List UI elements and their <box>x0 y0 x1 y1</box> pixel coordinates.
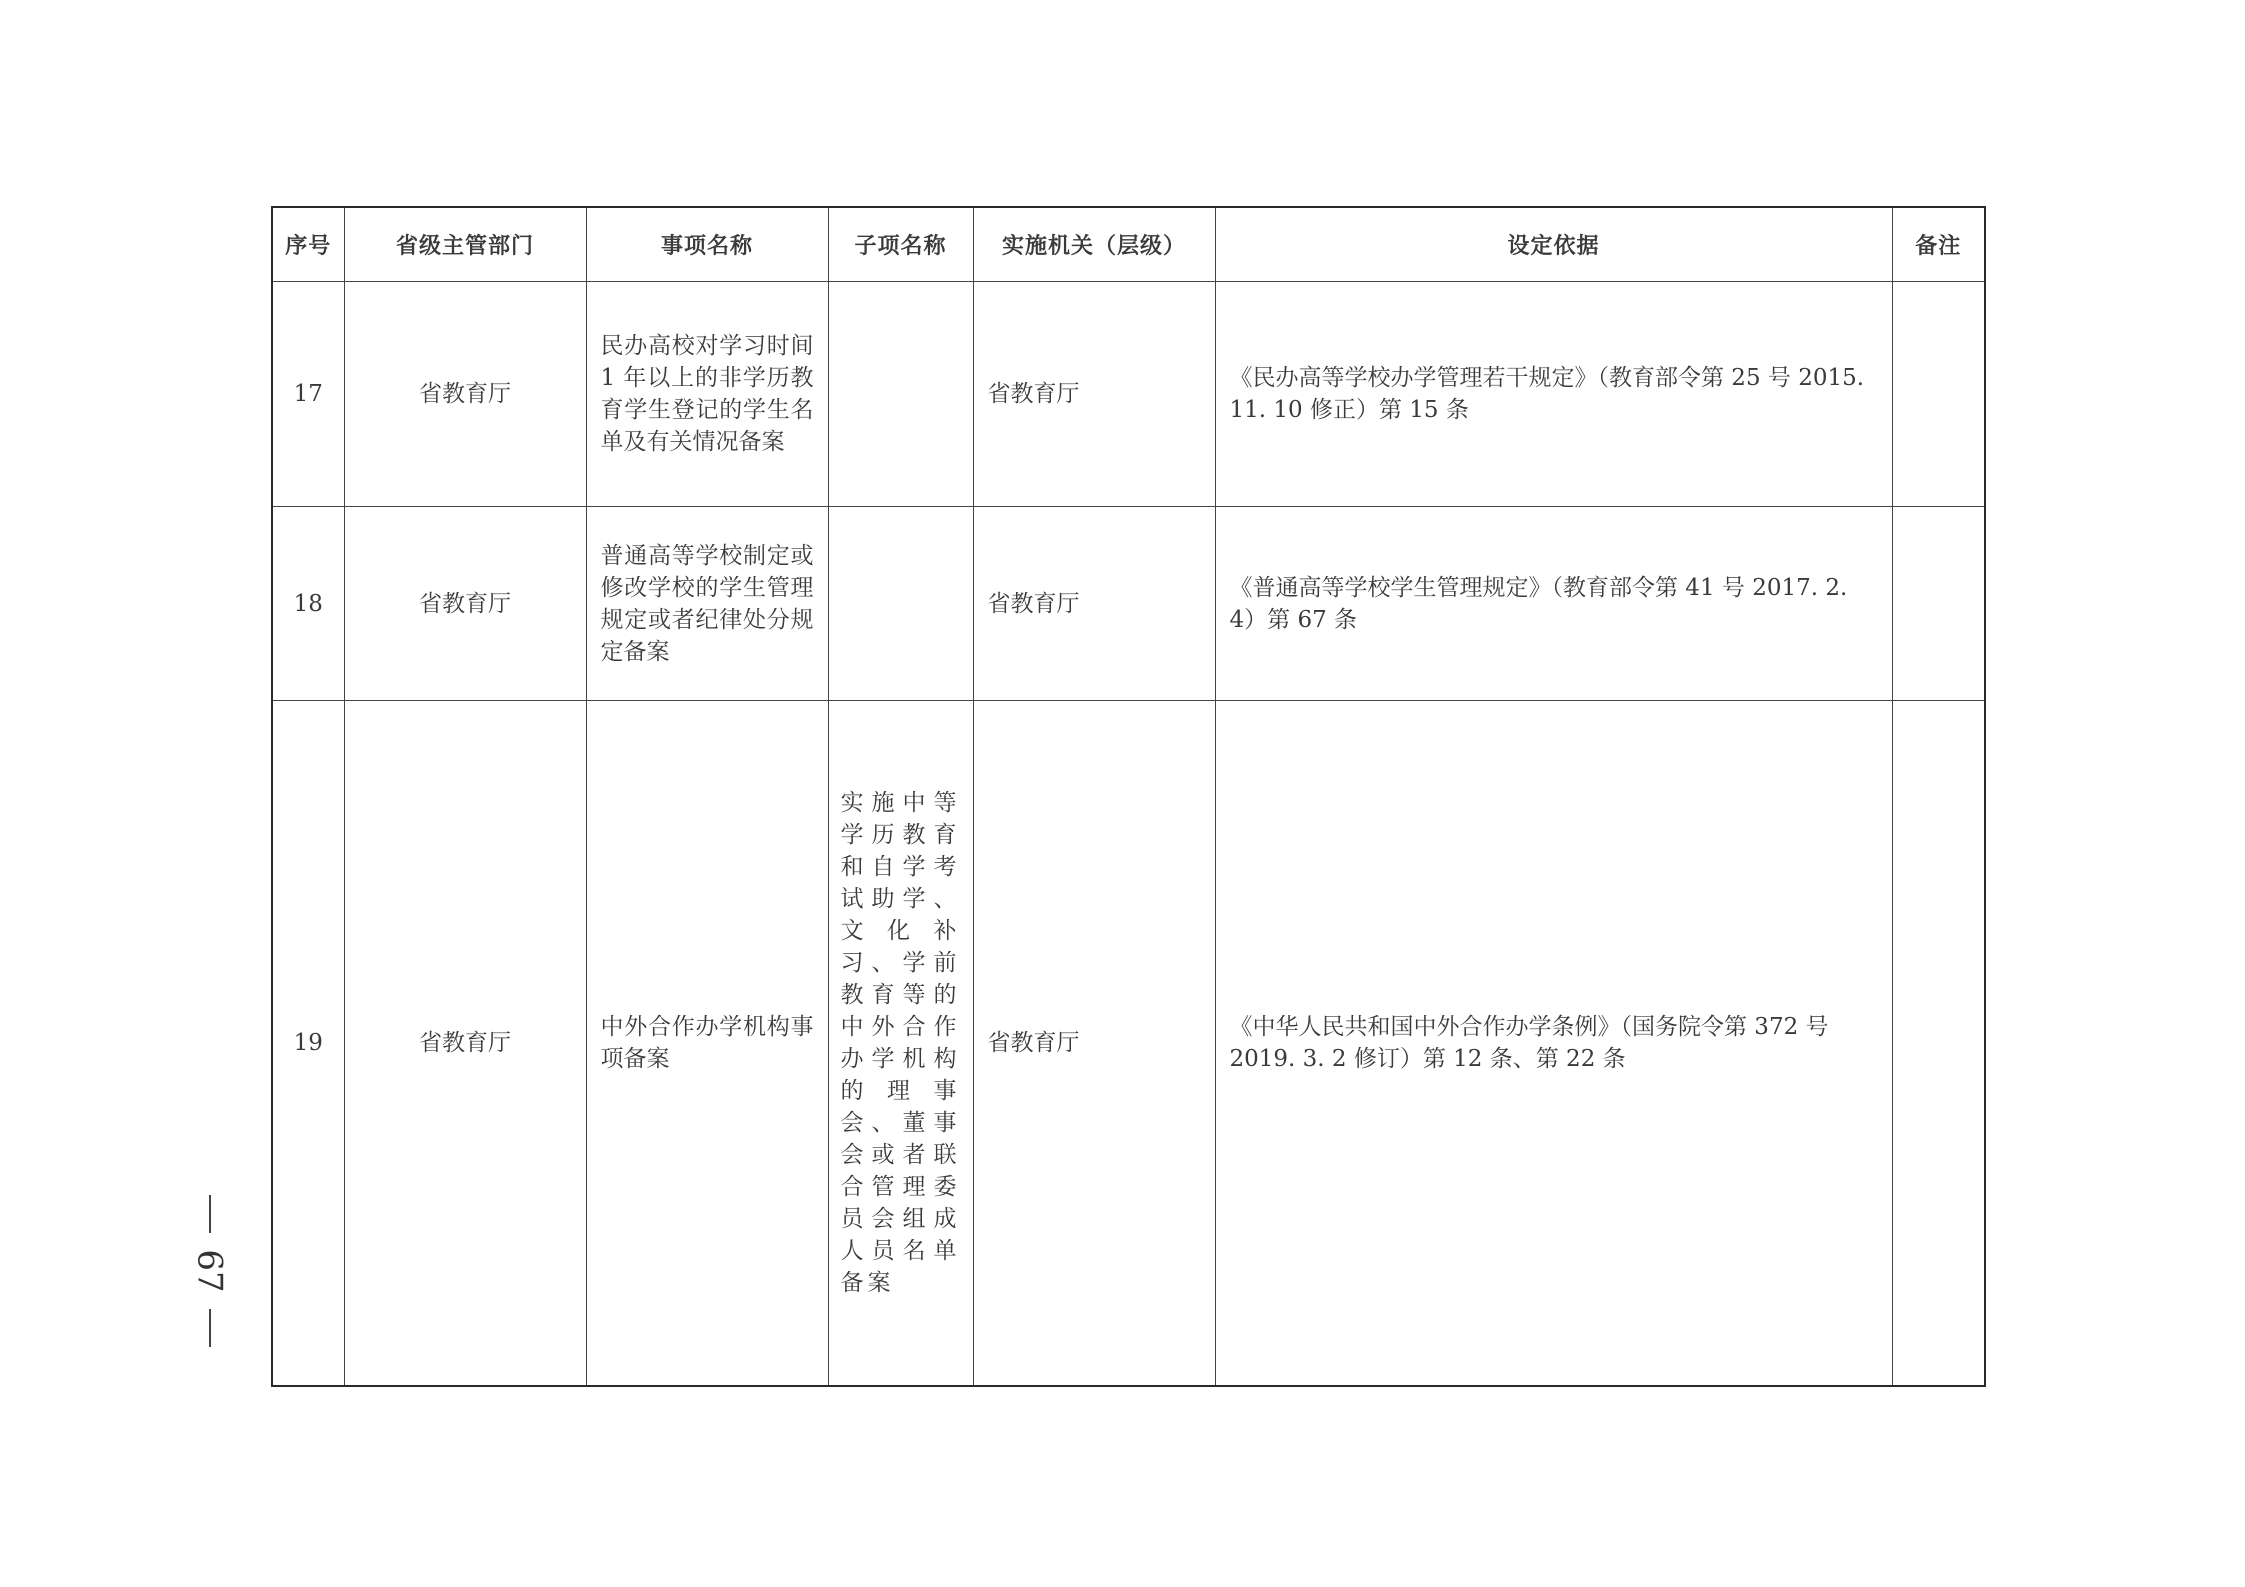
cell-seq: 19 <box>272 701 344 1387</box>
cell-seq: 17 <box>272 282 344 507</box>
cell-dept: 省教育厅 <box>344 282 586 507</box>
cell-basis: 《普通高等学校学生管理规定》（教育部令第 41 号 2017. 2. 4）第 67 条 <box>1215 507 1892 701</box>
header-basis: 设定依据 <box>1215 207 1892 282</box>
cell-org: 省教育厅 <box>973 282 1215 507</box>
cell-sub <box>828 507 973 701</box>
header-org: 实施机关（层级） <box>973 207 1215 282</box>
cell-org: 省教育厅 <box>973 701 1215 1387</box>
cell-sub <box>828 282 973 507</box>
page-number-value: 67 <box>190 1249 231 1293</box>
cell-basis: 《民办高等学校办学管理若干规定》（教育部令第 25 号 2015. 11. 10 修正）第 15 条 <box>1215 282 1892 507</box>
page-number <box>190 1195 230 1355</box>
cell-note <box>1892 507 1985 701</box>
cell-note <box>1892 282 1985 507</box>
header-item: 事项名称 <box>586 207 828 282</box>
cell-dept: 省教育厅 <box>344 701 586 1387</box>
cell-basis: 《中华人民共和国中外合作办学条例》（国务院令第 372 号 2019. 3. 2 修订）第 12 条、第 22 条 <box>1215 701 1892 1387</box>
page-number-dash-top <box>209 1195 211 1233</box>
cell-note <box>1892 701 1985 1387</box>
header-sub: 子项名称 <box>828 207 973 282</box>
page-number-dash-bottom <box>209 1309 211 1347</box>
cell-dept: 省教育厅 <box>344 507 586 701</box>
cell-item: 普通高等学校制定或修改学校的学生管理规定或者纪律处分规定备案 <box>586 507 828 701</box>
cell-sub: 实施中等学历教育和自学考试助学、文化补习、学前教育等的中外合作办学机构的理事会、董事会或者联合管理委员会组成人员名单备案 <box>828 701 973 1387</box>
cell-item: 民办高校对学习时间 1 年以上的非学历教育学生登记的学生名单及有关情况备案 <box>586 282 828 507</box>
items-table <box>271 206 1986 1387</box>
table-row <box>272 282 1985 507</box>
header-seq: 序号 <box>272 207 344 282</box>
header-note: 备注 <box>1892 207 1985 282</box>
table-header-row <box>272 207 1985 282</box>
cell-org: 省教育厅 <box>973 507 1215 701</box>
header-dept: 省级主管部门 <box>344 207 586 282</box>
cell-seq: 18 <box>272 507 344 701</box>
table-row <box>272 507 1985 701</box>
cell-item: 中外合作办学机构事项备案 <box>586 701 828 1387</box>
table-row <box>272 701 1985 1387</box>
